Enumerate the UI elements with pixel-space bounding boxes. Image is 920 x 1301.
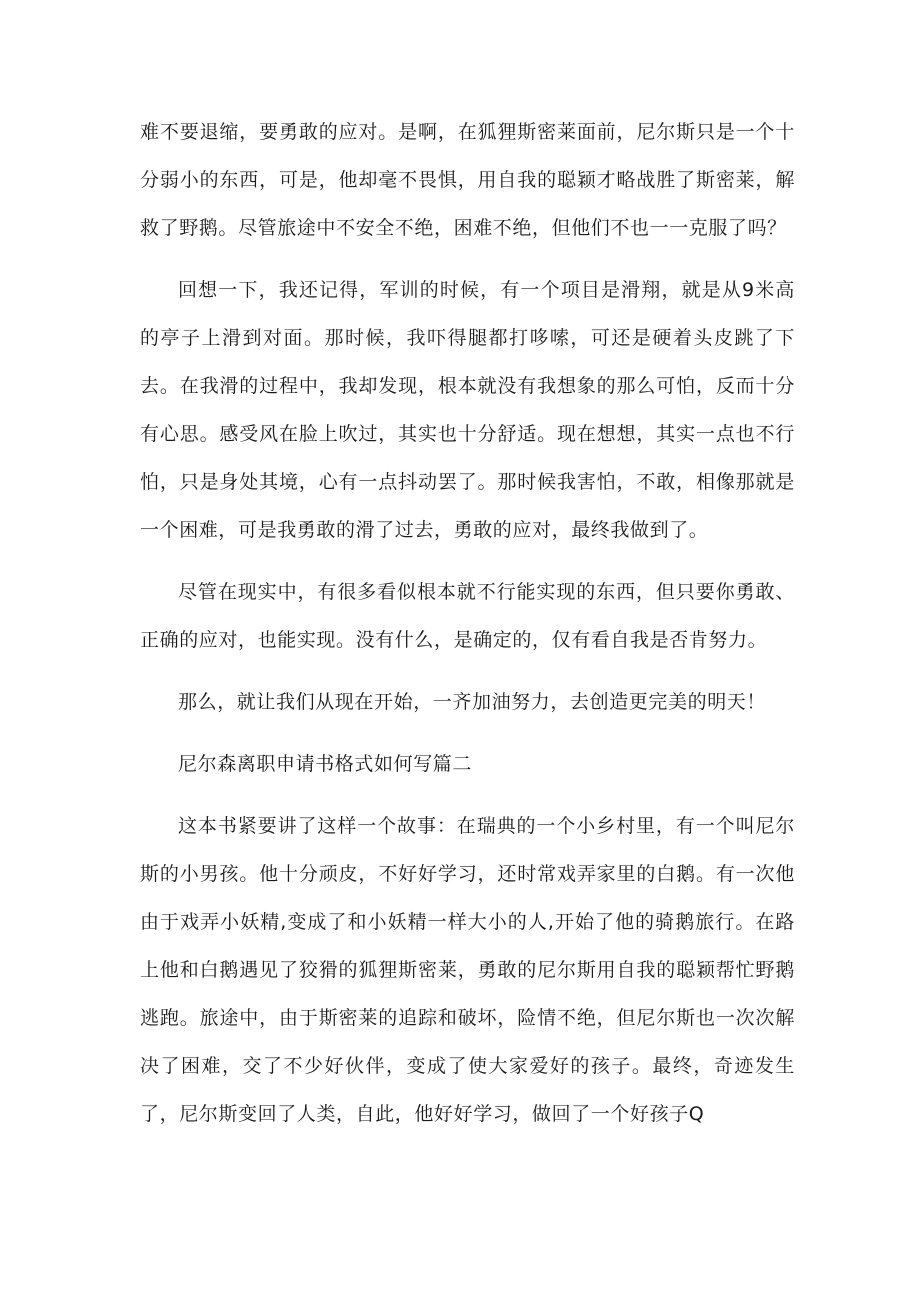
section-heading: 尼尔森离职申请书格式如何写篇二 [178,753,473,775]
paragraph: 这本书紧要讲了这样一个故事：在瑞典的一个小乡村里，有一个叫尼尔斯的小男孩。他十分顽皮，不好好学习，还时常戏弄家里的白鹅。有一次他由于戏弄小妖精,变成了和小妖精一样大小的人,开始了他的骑鹅旅行。在路上他和白鹅遇见了狡猾的狐狸斯密莱，勇敢的尼尔斯用自我的聪颖帮忙野鹅逃跑。旅途中，由于斯密莱的追踪和破坏，险情不绝，但尼尔斯也一次次解决了困难，交了不少好伙伴，变成了使大家爱好的孩子。最终，奇迹发生了，尼尔斯变回了人类，自此，他好好学习，做回了一个好孩子Q [140,815,795,1125]
paragraph: 尽管在现实中，有很多看似根本就不行能实现的东西，但只要你勇敢、正确的应对，也能实现。没有什么，是确定的，仅有看自我是否肯努力。 [140,581,795,651]
paragraph: 难不要退缩，要勇敢的应对。是啊，在狐狸斯密莱面前，尼尔斯只是一个十分弱小的东西，可是，他却毫不畏惧，用自我的聪颖才略战胜了斯密莱，解救了野鹅。尽管旅途中不安全不绝，困难不绝，但他们不也一一克服了吗？ [140,121,795,239]
paragraph: 那么，就让我们从现在开始，一齐加油努力，去创造更完美的明天！ [178,691,767,713]
document-body [140,108,795,1152]
paragraph: 回想一下，我还记得，军训的时候，有一个项目是滑翔，就是从9米高的亭子上滑到对面。那时候，我吓得腿都打哆嗦，可还是硬着头皮跳了下去。在我滑的过程中，我却发现，根本就没有我想象的那么可怕，反而十分有心思。感受风在脸上吹过，其实也十分舒适。现在想想，其实一点也不行怕，只是身处其境，心有一点抖动罢了。那时候我害怕，不敢，相像那就是一个困难，可是我勇敢的滑了过去，勇敢的应对，最终我做到了。 [140,279,795,541]
